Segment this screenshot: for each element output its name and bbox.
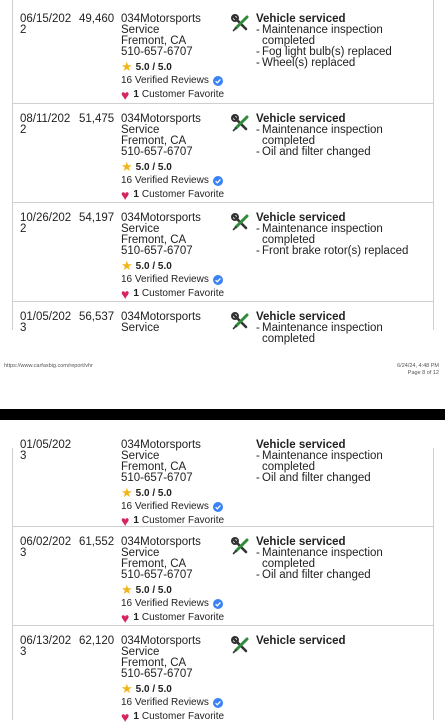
customer-favorite: ♥ 1 Customer Favorite	[121, 87, 225, 103]
service-item: - Maintenance inspection completed	[256, 25, 432, 47]
verified-reviews[interactable]: 16 Verified Reviews	[121, 598, 239, 610]
service-date: 01/05/2023	[20, 311, 72, 334]
service-date: 10/26/2022	[20, 212, 72, 235]
wrench-screwdriver-icon	[231, 537, 251, 557]
heart-icon: ♥	[121, 610, 130, 626]
shop-phone[interactable]: 510-657-6707	[121, 146, 193, 158]
service-title: Vehicle serviced	[256, 536, 346, 548]
shop-phone[interactable]: 510-657-6707	[121, 245, 193, 257]
heart-icon: ♥	[121, 513, 130, 529]
customer-favorite: ♥ 1 Customer Favorite	[121, 709, 225, 725]
wrench-screwdriver-icon	[231, 312, 251, 332]
customer-favorite: ♥ 1 Customer Favorite	[121, 187, 225, 203]
table-row	[12, 626, 434, 726]
verified-reviews[interactable]: 16 Verified Reviews	[121, 274, 239, 286]
service-items	[256, 451, 432, 484]
service-items	[256, 125, 432, 158]
shop-info	[121, 312, 239, 334]
service-date: 06/02/2023	[20, 536, 72, 559]
service-title: Vehicle serviced	[256, 113, 346, 125]
service-items	[256, 224, 432, 257]
service-item: - Maintenance inspection completed	[256, 548, 432, 570]
star-icon: ★	[121, 159, 133, 174]
service-item: - Oil and filter changed	[256, 473, 432, 484]
service-items	[256, 323, 432, 345]
shop-phone[interactable]: 510-657-6707	[121, 472, 193, 484]
verified-reviews[interactable]: 16 Verified Reviews	[121, 75, 239, 87]
service-title: Vehicle serviced	[256, 635, 346, 647]
shop-name-cont: Service	[121, 223, 160, 235]
page-footer-timestamp: 6/24/24, 4:48 PM	[397, 363, 439, 369]
shop-name-cont: Service	[121, 24, 160, 36]
shop-location: Fremont, CA	[121, 461, 187, 473]
service-item: - Maintenance inspection completed	[256, 451, 432, 473]
odometer-reading: 56,537	[79, 311, 115, 323]
service-item: - Oil and filter changed	[256, 147, 432, 158]
verified-reviews[interactable]: 16 Verified Reviews	[121, 501, 239, 513]
service-details	[256, 213, 432, 257]
shop-name-cont: Service	[121, 450, 160, 462]
odometer-reading: 54,197	[79, 212, 115, 224]
report-page-8	[0, 0, 445, 345]
shop-name[interactable]: 034Motorsports	[121, 212, 201, 224]
service-items	[256, 25, 432, 69]
table-row	[12, 527, 434, 626]
customer-favorite: ♥ 1 Customer Favorite	[121, 610, 225, 626]
verified-badge-icon	[213, 599, 223, 609]
star-icon: ★	[121, 258, 133, 273]
shop-location: Fremont, CA	[121, 558, 187, 570]
shop-rating: ★ 5.0 / 5.0	[121, 59, 172, 74]
table-row	[12, 104, 434, 203]
odometer-reading: 49,460	[79, 13, 115, 25]
shop-location: Fremont, CA	[121, 135, 187, 147]
report-page-9	[0, 439, 445, 725]
service-details	[256, 636, 432, 647]
verified-badge-icon	[213, 502, 223, 512]
service-item: - Wheel(s) replaced	[256, 58, 432, 69]
shop-rating: ★ 5.0 / 5.0	[121, 582, 172, 597]
service-date: 06/15/2022	[20, 13, 72, 36]
star-icon: ★	[121, 582, 133, 597]
star-icon: ★	[121, 485, 133, 500]
table-row	[12, 0, 434, 104]
heart-icon: ♥	[121, 187, 130, 203]
star-icon: ★	[121, 681, 133, 696]
service-date: 06/13/2023	[20, 635, 72, 658]
page-footer-number: Page 8 of 12	[407, 370, 439, 376]
shop-info	[121, 114, 239, 201]
service-title: Vehicle serviced	[256, 311, 346, 323]
shop-rating: ★ 5.0 / 5.0	[121, 681, 172, 696]
shop-name[interactable]: 034Motorsports	[121, 113, 201, 125]
shop-name-cont: Service	[121, 124, 160, 136]
shop-rating: ★ 5.0 / 5.0	[121, 258, 172, 273]
shop-location: Fremont, CA	[121, 657, 187, 669]
service-details	[256, 14, 432, 69]
page-separator	[0, 409, 445, 420]
shop-name-cont: Service	[121, 547, 160, 559]
shop-info	[121, 636, 239, 723]
shop-name[interactable]: 034Motorsports	[121, 13, 201, 25]
shop-rating: ★ 5.0 / 5.0	[121, 485, 172, 500]
service-details	[256, 440, 432, 484]
shop-phone[interactable]: 510-657-6707	[121, 569, 193, 581]
heart-icon: ♥	[121, 286, 130, 302]
service-item: - Maintenance inspection completed	[256, 224, 432, 246]
wrench-screwdriver-icon	[231, 14, 251, 34]
shop-name-cont: Service	[121, 646, 160, 658]
service-item: - Oil and filter changed	[256, 570, 432, 581]
service-item: - Maintenance inspection completed	[256, 323, 432, 345]
shop-info	[121, 440, 239, 527]
shop-info	[121, 537, 239, 624]
service-item: - Maintenance inspection completed	[256, 125, 432, 147]
heart-icon: ♥	[121, 87, 130, 103]
customer-favorite: ♥ 1 Customer Favorite	[121, 286, 225, 302]
verified-badge-icon	[213, 76, 223, 86]
shop-info	[121, 213, 239, 300]
service-date: 01/05/2023	[20, 439, 72, 462]
service-item: - Fog light bulb(s) replaced	[256, 47, 432, 58]
shop-name-cont: Service	[121, 322, 160, 334]
shop-rating: ★ 5.0 / 5.0	[121, 159, 172, 174]
service-details	[256, 537, 432, 581]
page-footer-url: https://www.carfaxbig.com/report/vhr	[4, 363, 93, 369]
service-details	[256, 114, 432, 158]
wrench-screwdriver-icon	[231, 114, 251, 134]
shop-phone[interactable]: 510-657-6707	[121, 46, 193, 58]
wrench-screwdriver-icon	[231, 213, 251, 233]
service-item: - Front brake rotor(s) replaced	[256, 246, 432, 257]
shop-name[interactable]: 034Motorsports	[121, 311, 201, 323]
verified-badge-icon	[213, 698, 223, 708]
shop-name[interactable]: 034Motorsports	[121, 439, 201, 451]
verified-badge-icon	[213, 275, 223, 285]
odometer-reading: 61,552	[79, 536, 115, 548]
service-title: Vehicle serviced	[256, 439, 346, 451]
verified-reviews[interactable]: 16 Verified Reviews	[121, 175, 239, 187]
verified-reviews[interactable]: 16 Verified Reviews	[121, 697, 239, 709]
service-title: Vehicle serviced	[256, 212, 346, 224]
wrench-screwdriver-icon	[231, 636, 251, 656]
star-icon: ★	[121, 59, 133, 74]
shop-phone[interactable]: 510-657-6707	[121, 668, 193, 680]
page-footer-info	[397, 363, 439, 377]
odometer-reading: 62,120	[79, 635, 115, 647]
service-details	[256, 312, 432, 345]
shop-name[interactable]: 034Motorsports	[121, 536, 201, 548]
shop-location: Fremont, CA	[121, 234, 187, 246]
shop-location: Fremont, CA	[121, 35, 187, 47]
heart-icon: ♥	[121, 709, 130, 725]
odometer-reading: 51,475	[79, 113, 115, 125]
service-title: Vehicle serviced	[256, 13, 346, 25]
customer-favorite: ♥ 1 Customer Favorite	[121, 513, 225, 529]
table-row	[12, 302, 434, 402]
shop-info	[121, 14, 239, 101]
shop-name[interactable]: 034Motorsports	[121, 635, 201, 647]
table-row	[12, 203, 434, 302]
verified-badge-icon	[213, 176, 223, 186]
service-items	[256, 548, 432, 581]
table-row	[12, 430, 434, 527]
service-date: 08/11/2022	[20, 113, 71, 136]
